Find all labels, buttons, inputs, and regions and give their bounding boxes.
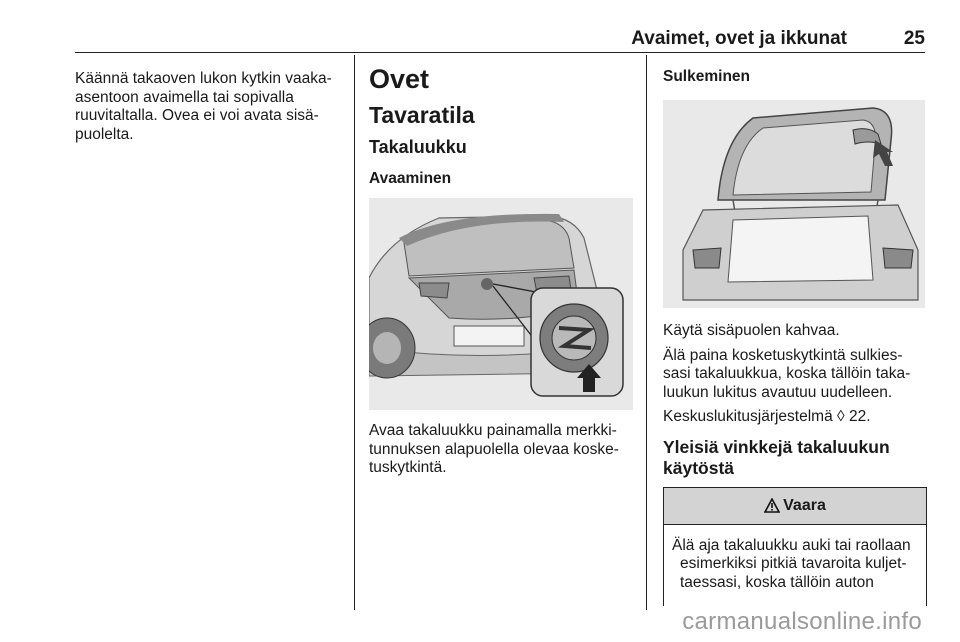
heading-avaaminen: Avaaminen [369,170,452,187]
heading-sulkeminen: Sulkeminen [663,68,750,85]
body-text-line: Käännä takaoven lukon kytkin vaaka- [75,70,332,87]
header-title: Avaimet, ovet ja ikkunat [631,28,847,49]
body-text-line: puolelta. [75,125,134,143]
heading-takaluukku: Takaluukku [369,137,467,157]
body-text-line: asentoon avaimella tai sopivalla [75,88,294,106]
warning-line: esimerkiksi pitkiä tavaroita kuljet- [680,555,907,572]
body-text-line: Älä paina kosketuskytkintä sulkies- [663,346,903,364]
warning-line: Älä aja takaluukku auki tai raollaan [672,536,911,554]
body-text-line: ruuvitaltalla. Ovea ei voi avata sisä- [75,107,319,124]
warning-line: taessasi, koska tällöin auton [680,573,874,591]
central-locking-text: Keskuslukitusjärjestelmä [663,408,833,425]
heading-yleisia-vinkkeja: Yleisiä vinkkejä takaluukun [663,436,890,457]
column-divider-left [354,55,355,610]
page-reference-link[interactable]: 22. [849,408,871,425]
body-text-line: tuskytkintä. [369,459,447,476]
body-text-line: luukun lukitus avautuu uudelleen. [663,383,893,401]
warning-body [664,525,926,593]
heading-yleisia-vinkkeja-cont: käytöstä [663,457,735,478]
warning-box [663,487,927,606]
page-header [75,24,925,53]
heading-tavaratila: Tavaratila [369,102,475,128]
page-reference-icon: ◊ [837,408,845,425]
heading-ovet: Ovet [369,64,430,94]
body-text-line: tunnuksen alapuolella olevaa koske- [369,440,619,458]
body-text-line: sasi takaluukkua, koska tällöin taka- [663,365,911,382]
warning-triangle-icon [764,498,780,513]
left-column [75,70,347,144]
warning-title: Vaara [783,496,826,514]
page-number: 25 [903,28,925,49]
watermark: carmanualsonline.info [682,608,922,635]
middle-column [369,64,633,478]
tailgate-opening-illustration [369,198,633,410]
body-text-para3 [663,408,927,427]
body-text-line: Avaa takaluukku painamalla merkki- [369,422,617,439]
column-divider-right [646,55,647,610]
body-text-para1: Käytä sisäpuolen kahvaa. [663,322,840,339]
tailgate-closing-illustration [663,100,925,308]
warning-header [664,488,926,525]
figure-tailgate-opening [369,198,633,410]
figure-tailgate-closing [663,100,925,308]
right-column [663,68,927,606]
